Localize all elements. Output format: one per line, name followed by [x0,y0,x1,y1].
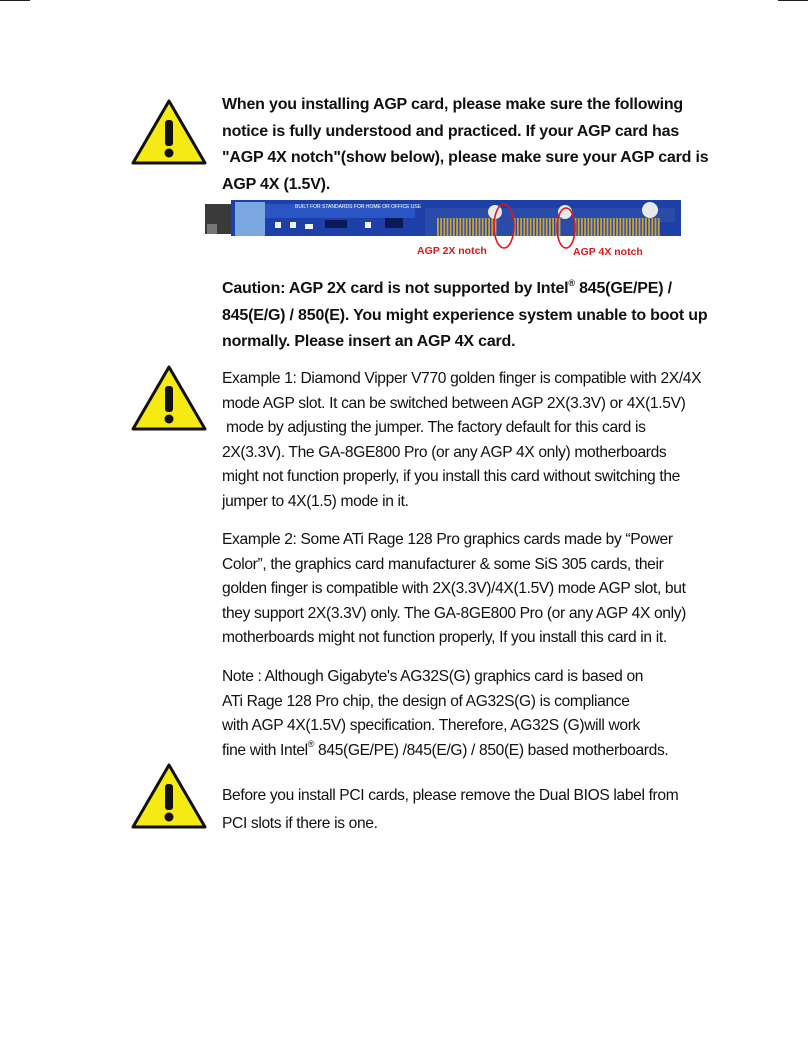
gold-finger [488,218,490,236]
gold-finger [527,218,529,236]
note-line: ATi Rage 128 Pro chip, the design of AG32S(G) is compliance [222,692,630,710]
gold-finger [623,218,625,236]
gold-finger [610,218,612,236]
caution-line: normally. Please insert an AGP 4X card. [222,333,516,350]
example-2 [222,528,712,651]
note-text: 845(GE/PE) /845(E/G) / 850(E) based motherboards. [314,741,669,759]
board-text: BUILT FOR STANDARDS FOR HOME OR OFFICE USE [295,204,422,210]
gold-finger [559,218,561,236]
gold-finger [613,218,615,236]
gold-finger [543,218,545,236]
gold-finger [479,218,481,236]
gold-finger [450,218,452,236]
note-line: Note : Although Gigabyte's AG32S(G) graphics card is based on [222,668,644,685]
notice-line: When you installing AGP card, please make sure the following [222,96,683,113]
gold-finger [655,218,657,236]
warning-icon [130,98,208,166]
caution-note [222,276,708,356]
gold-finger [453,218,455,236]
gold-finger [584,218,586,236]
gold-finger [456,218,458,236]
example-line: they support 2X(3.3V) only. The GA-8GE800 Pro (or any AGP 4X only) [222,604,687,622]
notch-2x-label: AGP 2X notch [417,245,487,257]
gold-finger [520,218,522,236]
gold-finger [472,218,474,236]
gold-finger [607,218,609,236]
gold-finger [437,218,439,236]
gold-finger [629,218,631,236]
gold-finger [587,218,589,236]
example-line: mode AGP slot. It can be switched between AGP 2X(3.3V) or 4X(1.5V) [222,394,686,412]
caution-text: Caution: AGP 2X card is not supported by Intel [222,280,569,297]
gold-finger [443,218,445,236]
gold-finger [539,218,541,236]
notice-line: AGP 4X (1.5V). [222,175,331,193]
gold-finger [536,218,538,236]
gold-finger [581,218,583,236]
gold-finger [642,218,644,236]
gold-finger [591,218,593,236]
caution-line [222,276,692,303]
note-text: fine with Intel [222,741,308,759]
gold-finger [552,218,554,236]
gold-finger [639,218,641,236]
gold-finger [658,218,660,236]
notice-line: notice is fully understood and practiced. If your AGP card has [222,122,680,140]
gold-finger [523,218,525,236]
example-1 [222,367,712,514]
notice-line: "AGP 4X notch"(show below), please make sure your AGP card is [222,149,709,166]
registered-mark: ® [307,739,315,750]
gold-finger [482,218,484,236]
gold-finger [603,218,605,236]
gold-finger [632,218,634,236]
warning-icon [130,364,208,432]
gold-finger [626,218,628,236]
gold-finger [491,218,493,236]
caution-text: 845(GE/PE) / [574,280,672,297]
gold-finger [594,218,596,236]
gold-finger [645,218,647,236]
gold-finger [447,218,449,236]
agp-notice [222,92,709,198]
gold-finger [616,218,618,236]
caution-line: 845(E/G) / 850(E). You might experience system unable to boot up [222,306,708,324]
example-line: Example 1: Diamond Vipper V770 golden finger is compatible with 2X/4X [222,370,702,387]
example-line: motherboards might not function properly, If you install this card in it. [222,629,667,646]
gold-finger [485,218,487,236]
example-line: golden finger is compatible with 2X(3.3V)/4X(1.5V) mode AGP slot, but [222,580,686,597]
gold-finger [459,218,461,236]
gold-finger [546,218,548,236]
gold-finger [597,218,599,236]
example-line: 2X(3.3V). The GA-8GE800 Pro (or any AGP 4X only) motherboards [222,443,667,461]
gold-finger [648,218,650,236]
pci-notice [222,782,712,838]
gold-finger [517,218,519,236]
example-line: Example 2: Some ATi Rage 128 Pro graphics cards made by “Power [222,531,673,548]
warning-icon [130,762,208,830]
example-line: mode by adjusting the jumper. The factory default for this card is [222,419,646,436]
crop-mark-right [778,0,808,1]
gold-finger [530,218,532,236]
gold-finger [578,218,580,236]
crop-mark-left [0,0,30,1]
note-line [222,739,712,764]
note-line: with AGP 4X(1.5V) specification. Therefore, AG32S (G)will work [222,717,640,734]
note [222,665,712,763]
gold-finger [475,218,477,236]
agp-card-figure [205,196,681,262]
notch-4x-label: AGP 4X notch [573,246,643,258]
gold-finger [440,218,442,236]
example-line: Color”, the graphics card manufacturer & some SiS 305 cards, their [222,555,664,573]
pci-line: PCI slots if there is one. [222,815,378,832]
example-line: might not function properly, if you install this card without switching the [222,468,680,485]
pci-line: Before you install PCI cards, please remove the Dual BIOS label from [222,787,679,804]
example-line: jumper to 4X(1.5) mode in it. [222,492,409,510]
gold-finger [533,218,535,236]
gold-finger [600,218,602,236]
gold-finger [651,218,653,236]
gold-finger [635,218,637,236]
gold-finger [469,218,471,236]
gold-finger [619,218,621,236]
gold-finger [466,218,468,236]
gold-finger [549,218,551,236]
gold-finger [463,218,465,236]
registered-mark: ® [568,277,575,288]
